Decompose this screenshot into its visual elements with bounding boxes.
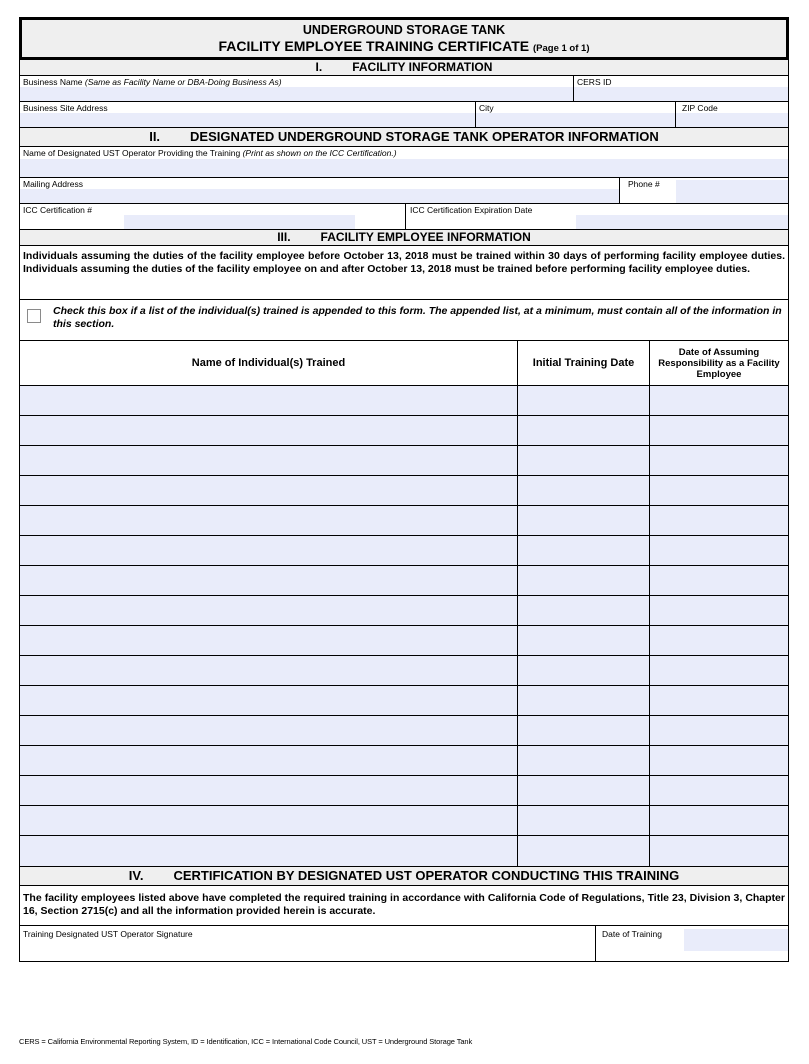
table-body	[20, 386, 788, 866]
responsibility-date-cell[interactable]	[650, 506, 788, 535]
form-body	[19, 60, 789, 962]
training-date-cell[interactable]	[518, 596, 650, 625]
name-cell[interactable]	[20, 716, 518, 745]
mailing-address-row	[20, 178, 788, 204]
mailing-address-field[interactable]	[20, 189, 619, 203]
operator-name-field[interactable]	[20, 159, 788, 177]
appended-list-text: Check this box if a list of the individual(s) trained is appended to this form. The appended list, at a minimum, must contain all of the information in this section.	[53, 305, 782, 330]
phone-cell	[620, 178, 788, 203]
phone-field[interactable]	[676, 180, 788, 203]
name-cell[interactable]	[20, 566, 518, 595]
phone-label: Phone #	[628, 179, 660, 189]
table-row	[20, 776, 788, 806]
table-row	[20, 506, 788, 536]
responsibility-date-cell[interactable]	[650, 656, 788, 685]
name-cell[interactable]	[20, 416, 518, 445]
zip-cell	[676, 102, 788, 127]
training-date-cell[interactable]	[518, 416, 650, 445]
icc-cert-label: ICC Certification #	[23, 205, 92, 215]
responsibility-date-cell[interactable]	[650, 746, 788, 775]
training-date-field[interactable]	[684, 929, 788, 951]
table-row	[20, 566, 788, 596]
section-2-number: II.	[149, 129, 161, 144]
table-row	[20, 536, 788, 566]
name-cell[interactable]	[20, 506, 518, 535]
section-1-title: FACILITY INFORMATION	[352, 60, 493, 74]
responsibility-date-cell[interactable]	[650, 836, 788, 866]
cers-id-label: CERS ID	[577, 77, 612, 87]
icc-cert-field[interactable]	[124, 215, 355, 229]
section-3-title: FACILITY EMPLOYEE INFORMATION	[320, 230, 531, 244]
responsibility-date-cell[interactable]	[650, 716, 788, 745]
table-row	[20, 626, 788, 656]
section-1-header	[20, 60, 788, 76]
table-row	[20, 446, 788, 476]
table-row	[20, 716, 788, 746]
cers-id-field[interactable]	[574, 87, 788, 101]
operator-name-row	[20, 147, 788, 178]
responsibility-date-cell[interactable]	[650, 566, 788, 595]
table-row	[20, 656, 788, 686]
zip-field[interactable]	[676, 113, 788, 127]
city-label: City	[479, 103, 494, 113]
training-date-cell[interactable]	[518, 806, 650, 835]
zip-label: ZIP Code	[682, 103, 718, 113]
form-title-line1: UNDERGROUND STORAGE TANK	[302, 23, 506, 37]
mailing-address-label: Mailing Address	[23, 179, 84, 189]
training-date-cell[interactable]	[518, 716, 650, 745]
training-date-cell[interactable]	[518, 506, 650, 535]
table-row	[20, 836, 788, 866]
business-name-cell	[20, 76, 574, 101]
section-1-number: I.	[315, 60, 323, 74]
form-title-box	[19, 17, 789, 60]
section-2-header	[20, 128, 788, 147]
signature-field[interactable]	[20, 942, 595, 961]
city-field[interactable]	[476, 113, 675, 127]
responsibility-date-cell[interactable]	[650, 386, 788, 415]
appended-list-row	[20, 300, 788, 341]
appended-list-checkbox[interactable]	[27, 309, 41, 323]
responsibility-date-cell[interactable]	[650, 686, 788, 715]
section-3-header	[20, 230, 788, 246]
section-2-title: DESIGNATED UNDERGROUND STORAGE TANK OPERATOR INFORMATION	[190, 129, 659, 144]
responsibility-date-cell[interactable]	[650, 536, 788, 565]
signature-row	[20, 926, 788, 962]
signature-cell	[20, 926, 596, 961]
icc-exp-field[interactable]	[576, 215, 788, 229]
training-date-cell[interactable]	[518, 686, 650, 715]
responsibility-date-cell[interactable]	[650, 446, 788, 475]
training-date-cell[interactable]	[518, 626, 650, 655]
training-date-label: Date of Training	[602, 929, 663, 939]
table-row	[20, 806, 788, 836]
training-certificate-form	[19, 17, 789, 962]
site-address-cell	[20, 102, 476, 127]
training-date-cell[interactable]	[518, 476, 650, 505]
table-header	[20, 341, 788, 386]
site-address-row	[20, 102, 788, 128]
business-name-field[interactable]	[20, 87, 573, 101]
responsibility-date-cell[interactable]	[650, 626, 788, 655]
name-cell[interactable]	[20, 476, 518, 505]
icc-cert-row	[20, 204, 788, 230]
icc-exp-label: ICC Certification Expiration Date	[410, 205, 533, 215]
site-address-field[interactable]	[20, 113, 475, 127]
business-name-label: Business Name	[23, 77, 83, 87]
name-cell[interactable]	[20, 626, 518, 655]
cers-id-cell	[574, 76, 788, 101]
column-header-name: Name of Individual(s) Trained	[20, 341, 518, 385]
form-title-main: FACILITY EMPLOYEE TRAINING CERTIFICATE	[218, 38, 530, 54]
table-row	[20, 596, 788, 626]
training-date-cell[interactable]	[518, 446, 650, 475]
training-date-cell[interactable]	[518, 746, 650, 775]
column-header-responsibility-date: Date of Assuming Responsibility as a Facility Employee	[658, 346, 780, 380]
training-date-cell[interactable]	[518, 656, 650, 685]
signature-label: Training Designated UST Operator Signature	[23, 929, 193, 939]
operator-name-hint: (Print as shown on the ICC Certification.)	[242, 148, 397, 158]
training-date-cell[interactable]	[518, 566, 650, 595]
training-date-cell	[596, 926, 788, 961]
name-cell[interactable]	[20, 386, 518, 415]
name-cell[interactable]	[20, 776, 518, 805]
section-4-number: IV.	[128, 868, 144, 883]
section-3-number: III.	[277, 230, 291, 244]
name-cell[interactable]	[20, 536, 518, 565]
abbreviation-footnote: CERS = California Environmental Reporting System, ID = Identification, ICC = International Code Council, UST = Underground Storage Tank	[19, 1037, 473, 1046]
responsibility-date-cell[interactable]	[650, 806, 788, 835]
table-row	[20, 476, 788, 506]
name-cell[interactable]	[20, 746, 518, 775]
name-cell[interactable]	[20, 656, 518, 685]
responsibility-date-cell[interactable]	[650, 776, 788, 805]
table-row	[20, 746, 788, 776]
form-title-line2	[22, 38, 786, 57]
name-cell[interactable]	[20, 446, 518, 475]
employee-training-instructions: Individuals assuming the duties of the facility employee before October 13, 2018 must be trained within 30 days of performing facility employee duties. Individuals assuming the duties of the facility employee on and after October 13, 2018 must be trained before performing facility employee duties.	[20, 246, 788, 300]
table-row	[20, 686, 788, 716]
section-4-header	[20, 867, 788, 886]
responsibility-date-cell[interactable]	[650, 596, 788, 625]
mailing-address-cell	[20, 178, 620, 203]
responsibility-date-cell[interactable]	[650, 476, 788, 505]
site-address-label: Business Site Address	[23, 103, 108, 113]
table-row	[20, 416, 788, 446]
certification-statement: The facility employees listed above have completed the required training in accordance with California Code of Regulations, Title 23, Division 3, Chapter 16, Section 2715(c) and all the information provided herein is accurate.	[20, 886, 788, 926]
business-name-row	[20, 76, 788, 102]
column-header-training-date: Initial Training Date	[518, 341, 650, 385]
operator-name-cell	[20, 147, 788, 177]
training-date-cell[interactable]	[518, 536, 650, 565]
name-cell[interactable]	[20, 596, 518, 625]
name-cell[interactable]	[20, 686, 518, 715]
page-indicator: (Page 1 of 1)	[533, 43, 590, 54]
icc-exp-cell	[406, 204, 788, 229]
training-date-cell[interactable]	[518, 836, 650, 866]
city-cell	[476, 102, 676, 127]
responsibility-date-cell[interactable]	[650, 416, 788, 445]
business-name-hint: (Same as Facility Name or DBA-Doing Business As)	[84, 77, 282, 87]
icc-cert-cell	[20, 204, 406, 229]
name-cell[interactable]	[20, 806, 518, 835]
training-date-cell[interactable]	[518, 386, 650, 415]
trained-individuals-table	[20, 341, 788, 867]
operator-name-label: Name of Designated UST Operator Providing the Training	[23, 148, 241, 158]
table-row	[20, 386, 788, 416]
name-cell[interactable]	[20, 836, 518, 866]
section-4-title: CERTIFICATION BY DESIGNATED UST OPERATOR CONDUCTING THIS TRAINING	[173, 868, 680, 883]
training-date-cell[interactable]	[518, 776, 650, 805]
